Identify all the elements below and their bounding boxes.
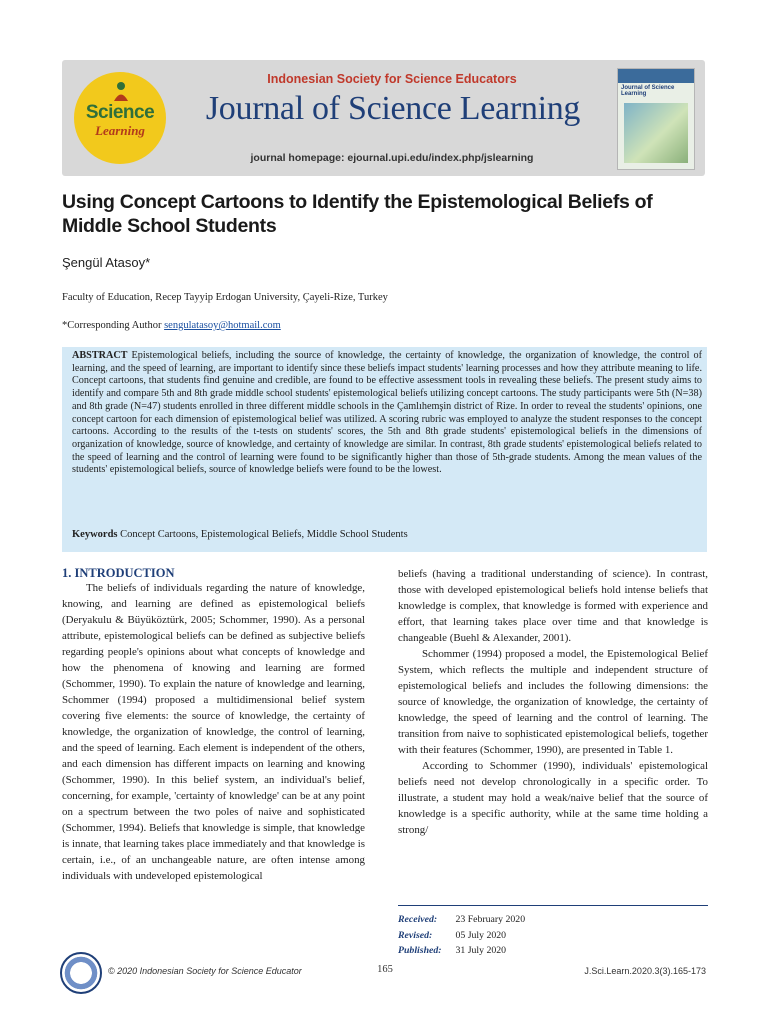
received-date: 23 February 2020 [455, 914, 526, 925]
journal-cover-thumbnail [617, 68, 695, 170]
revised-label: Revised: [398, 929, 433, 941]
keywords [72, 529, 408, 540]
cover-image [624, 103, 688, 163]
published-label: Published: [398, 945, 442, 956]
corresponding-author [62, 320, 281, 331]
footer-citation: J.Sci.Learn.2020.3(3).165-173 [584, 966, 706, 976]
corresponding-email-link[interactable]: sengulatasoy@hotmail.com [164, 320, 281, 331]
paragraph: The beliefs of individuals regarding the nature of knowledge, knowing, and learning are defined as epistemological beliefs (Deryakulu & Büyüköztürk, 2005; Schommer, 1990). As a personal attribute, epistemological beliefs can be defined as subjective beliefs regarding people's opinions about what concepts of knowledge and how the phenomena of knowing and learning are formed (Schommer, 1990). To explain the nature of knowledge and learning, Schommer (1994) proposed a multidimensional belief system covering five elements: the source of knowledge, the certainty of knowledge, the organization of knowledge, the control of learning, and the speed of learning. Each element is independent of the others, and each dimension has different impacts on learning and knowing (Schommer, 1990). In this belief system, an individual's belief, concerning, for example, 'certainty of knowledge' can be at any point on a spectrum between the two poles of naive and sophisticated (Schommer, 1994). Beliefs that knowledge is simple, that knowledge is innate, that learning takes place immediately and that knowledge is certain, i.e., of an unchangeable nature, are often intense among individuals with undeveloped epistemological [62, 582, 365, 882]
footer-copyright: © 2020 Indonesian Society for Science Educator [108, 966, 302, 976]
society-seal-icon [60, 952, 102, 994]
abstract-text: Epistemological beliefs, including the source of knowledge, the certainty of knowledge, the organization of knowledge, the control of learning, and the speed of learning, are important to identify since these beliefs impact students' learning processes and how they attribute meaning to life. Concept cartoons, that students find genuine and credible, are found to be effective assessment tools in revealing these beliefs. The present study aims to identify and compare 5th and 8th grade middle school students' epistemological beliefs utilizing concept cartoons. The study participants were 5th (N=38) and 8th grade (N=47) students enrolled in three different middle schools in the Çamlıhemşin district of Rize. In order to reveal the students' opinions, one concept cartoon for each dimension of epistemological belief was utilized. A scoring rubric was employed to analyze the student responses to the concept cartoons. According to the results of the t-tests on students' scores, the 5th and 8th grade students' epistemological beliefs in the dimensions of organization of knowledge, source of knowledge, and certainty of knowledge are similar. In contrast, 8th grade students' epistemological beliefs related to the speed of learning and the control of learning were found to be significantly higher than those of 5th-grade students. Among the mean values of the students' epistemological beliefs, source of knowledge beliefs were found to be the lowest. [72, 350, 702, 476]
section-heading-introduction: 1. INTRODUCTION [62, 566, 175, 580]
author-affiliation: Faculty of Education, Recep Tayyip Erdogan University, Çayeli-Rize, Turkey [62, 292, 388, 303]
journal-homepage[interactable]: journal homepage: ejournal.upi.edu/index.php/jslearning [250, 152, 534, 164]
right-column [398, 566, 708, 838]
corresponding-label: *Corresponding Author [62, 320, 162, 331]
paragraph: According to Schommer (1990), individuals' epistemological beliefs need not develop chronologically in a specific order. To illustrate, a student may hold a weak/naive belief that the source of knowledge is a specific authority, while at the same time holding a strong/ [398, 760, 708, 836]
left-column [62, 580, 365, 884]
journal-banner [62, 60, 705, 176]
keywords-list: Concept Cartoons, Epistemological Beliefs, Middle School Students [120, 529, 408, 540]
logo-word-science: Science [85, 102, 155, 123]
page-number: 165 [377, 964, 393, 975]
logo-word-learning: Learning [95, 123, 145, 138]
article-title: Using Concept Cartoons to Identify the Epistemological Beliefs of Middle School Students [62, 191, 653, 237]
cover-title: Journal of Science Learning [621, 85, 675, 97]
revised-date-row [398, 928, 708, 944]
received-label: Received: [398, 914, 438, 925]
journal-title: Journal of Science Learning [205, 90, 581, 127]
revised-date: 05 July 2020 [455, 929, 507, 941]
scientist-icon [110, 80, 132, 102]
keywords-label: Keywords [72, 529, 118, 540]
received-date-row [398, 912, 708, 928]
society-name: Indonesian Society for Science Educators [267, 72, 517, 86]
article-dates [398, 905, 708, 959]
cover-band [618, 69, 694, 83]
published-date: 31 July 2020 [455, 945, 507, 956]
paragraph: Schommer (1994) proposed a model, the Epistemological Belief System, which reflects the multiple and independent structure of epistemological beliefs and includes the following dimensions: the source of knowledge, the organization of knowledge, the certainty of knowledge, the speed of learning and the control of learning. The transition from naive to sophisticated epistemological beliefs, together with their features (Schommer, 1990), are presented in Table 1. [398, 648, 708, 756]
author-name: Şengül Atasoy* [62, 255, 151, 270]
abstract [72, 350, 702, 477]
abstract-label: ABSTRACT [72, 350, 128, 361]
paragraph: beliefs (having a traditional understanding of science). In contrast, those with developed epistemological beliefs hold intense beliefs that knowledge is complex, that knowledge is formed with experience and effort, that learning takes place over time and that knowledge is changeable (Buehl & Alexander, 2001). [398, 568, 708, 644]
published-date-row [398, 943, 708, 959]
